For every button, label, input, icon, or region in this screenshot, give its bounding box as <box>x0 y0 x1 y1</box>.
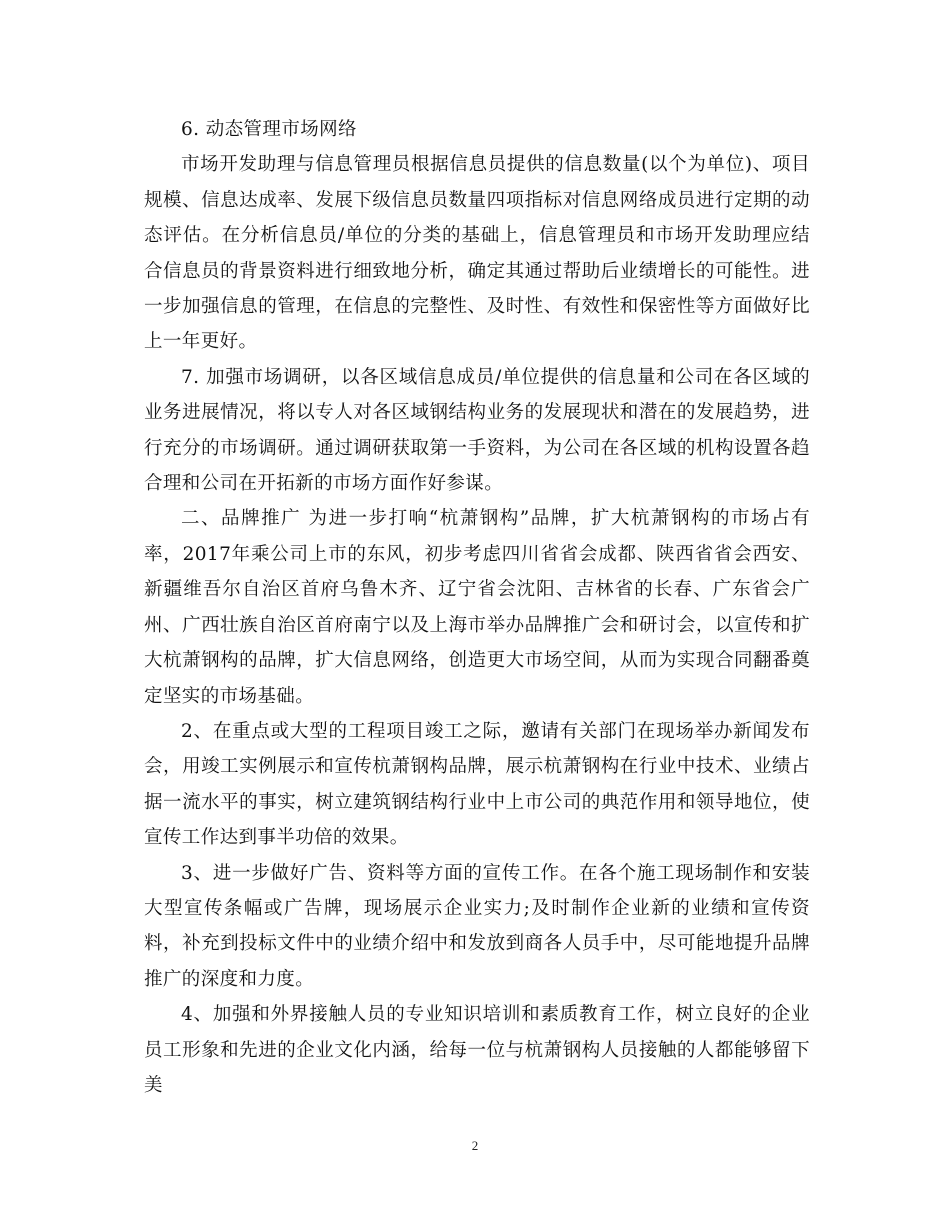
paragraph-2-press-conference: 2、在重点或大型的工程项目竣工之际，邀请有关部门在现场举办新闻发布会，用竣工实例展示和宣传杭萧钢构品牌，展示杭萧钢构在行业中技术、业绩占据一流水平的事实，树立建筑钢结构行业中上市公司的典范作用和领导地位，使宣传工作达到事半功倍的效果。 <box>144 720 810 849</box>
document-body <box>144 112 810 1103</box>
paragraph-3-advertising: 3、进一步做好广告、资料等方面的宣传工作。在各个施工现场制作和安装大型宣传条幅或广告牌，现场展示企业实力;及时制作企业新的业绩和宣传资料，补充到投标文件中的业绩介绍中和发放到商各人员手中，尽可能地提升品牌推广的深度和力度。 <box>144 862 810 990</box>
paragraph-brand-promotion: 二、品牌推广 为进一步打响“杭萧钢构”品牌，扩大杭萧钢构的市场占有率，2017年乘公司上市的东风，初步考虑四川省省会成都、陕西省省会西安、新疆维吾尔自治区首府乌鲁木齐、辽宁省会沈阳、吉林省的长春、广东省会广州、广西壮族自治区首府南宁以及上海市举办品牌推广会和研讨会，以宣传和扩大杭萧钢构的品牌，扩大信息网络，创造更大市场空间，从而为实现合同翻番奠定坚实的市场基础。 <box>144 508 810 707</box>
paragraph-4-staff-training: 4、加强和外界接触人员的专业知识培训和素质教育工作，树立良好的企业员工形象和先进的企业文化内涵，给每一位与杭萧钢构人员接触的人都能够留下美 <box>144 1004 810 1096</box>
paragraph-6-dynamic-management: 6. 动态管理市场网络 <box>181 119 357 140</box>
paragraph-7-market-research: 7. 加强市场调研，以各区域信息成员/单位提供的信息量和公司在各区域的业务进展情况，将以专人对各区域钢结构业务的发展现状和潜在的发展趋势，进行充分的市场调研。通过调研获取第一手资料，为公司在各区域的机构设置各趋合理和公司在开拓新的市场方面作好参谋。 <box>144 366 810 495</box>
paragraph-information-evaluation: 市场开发助理与信息管理员根据信息员提供的信息数量(以个为单位)、项目规模、信息达成率、发展下级信息员数量四项指标对信息网络成员进行定期的动态评估。在分析信息员/单位的分类的基础上，信息管理员和市场开发助理应结合信息员的背景资料进行细致地分析，确定其通过帮助后业绩增长的可能性。进一步加强信息的管理，在信息的完整性、及时性、有效性和保密性等方面做好比上一年更好。 <box>144 154 810 353</box>
page-number: 2 <box>471 1138 479 1153</box>
